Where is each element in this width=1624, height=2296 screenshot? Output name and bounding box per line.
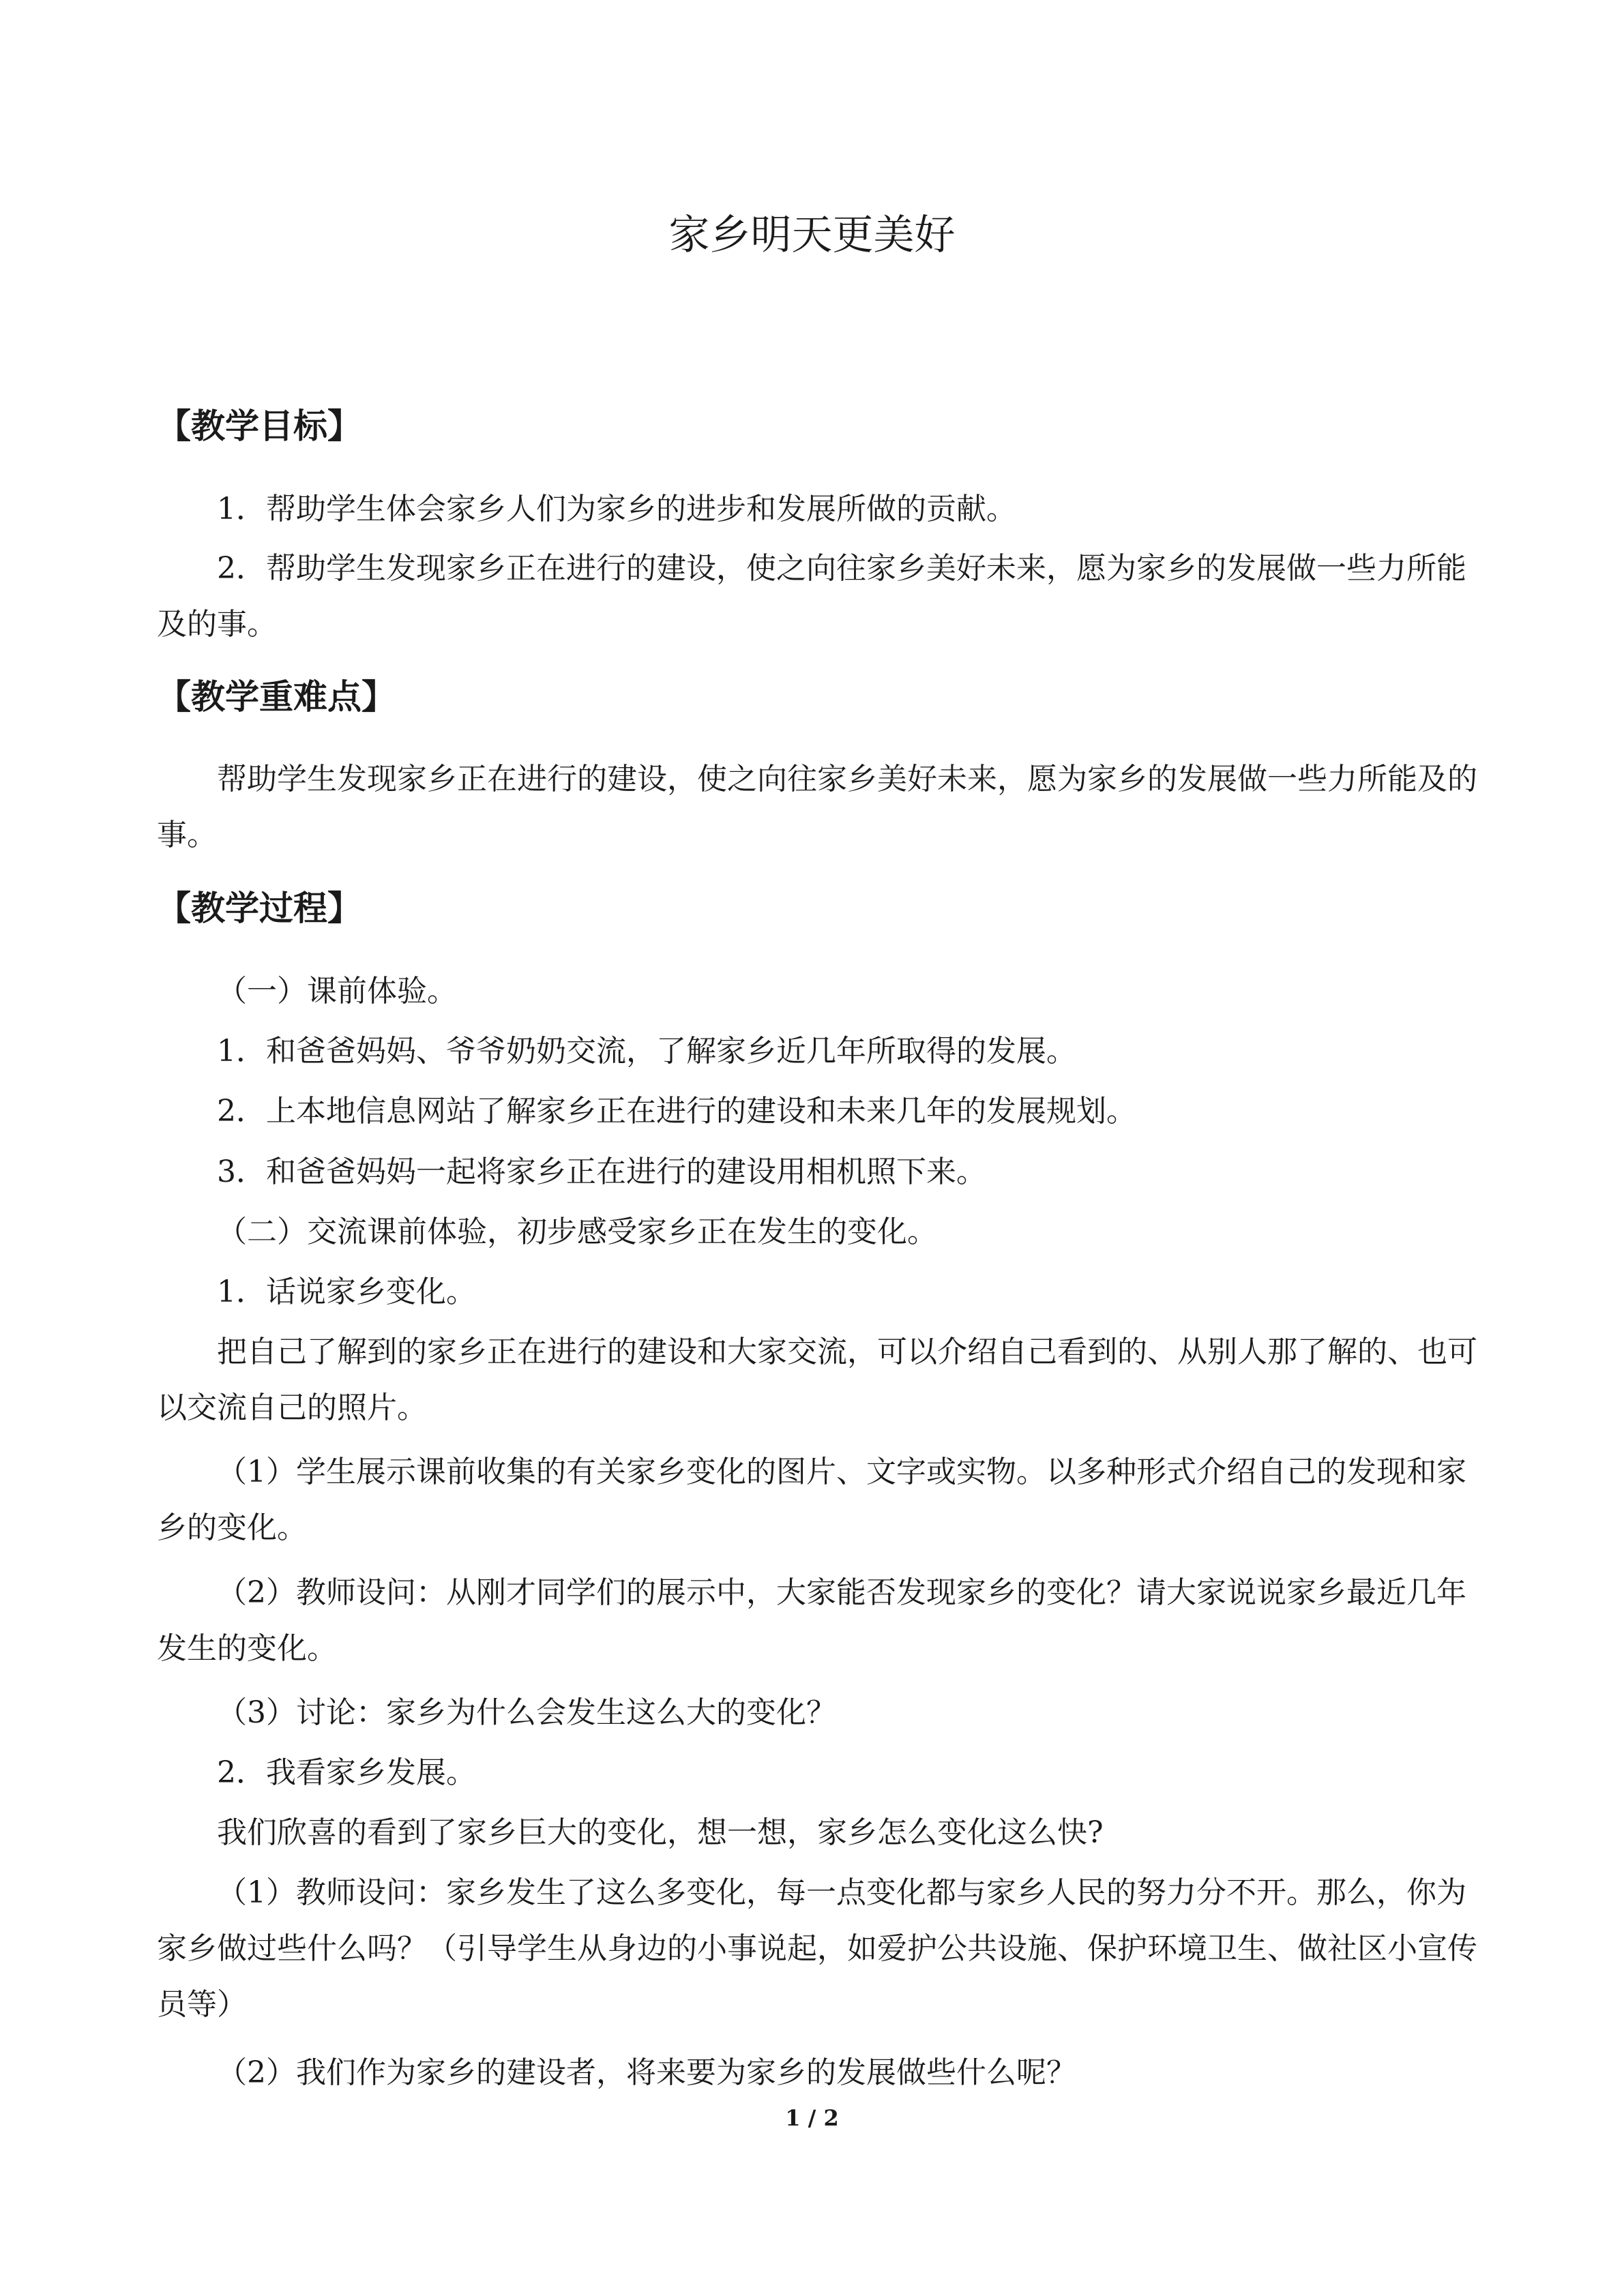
process-line: （1）教师设问：家乡发生了这么多变化，每一点变化都与家乡人民的努力分不开。那么，你为家乡做过些什么吗？（引导学生从身边的小事说起，如爱护公共设施、保护环境卫生、做社区小宣传员等） xyxy=(157,1875,1477,2022)
section-heading-goals: 【教学目标】 xyxy=(157,406,361,446)
process-line: （3）讨论：家乡为什么会发生这么大的变化？ xyxy=(217,1695,836,1730)
process-line: 2．上本地信息网站了解家乡正在进行的建设和未来几年的发展规划。 xyxy=(217,1094,1136,1129)
process-line: （2）教师设问：从刚才同学们的展示中，大家能否发现家乡的变化？请大家说说家乡最近几年发生的变化。 xyxy=(157,1575,1466,1666)
page-number: 1 / 2 xyxy=(785,2105,839,2131)
process-line: （1）学生展示课前收集的有关家乡变化的图片、文字或实物。以多种形式介绍自己的发现和家乡的变化。 xyxy=(157,1455,1466,1545)
process-line: 1．和爸爸妈妈、爷爷奶奶交流，了解家乡近几年所取得的发展。 xyxy=(217,1034,1076,1069)
goal-item: 2．帮助学生发现家乡正在进行的建设，使之向往家乡美好未来，愿为家乡的发展做一些力所能及的事。 xyxy=(157,551,1466,642)
process-line: （一）课前体验。 xyxy=(217,974,457,1009)
process-line: 3．和爸爸妈妈一起将家乡正在进行的建设用相机照下来。 xyxy=(217,1154,986,1189)
key-points-text: 帮助学生发现家乡正在进行的建设，使之向往家乡美好未来，愿为家乡的发展做一些力所能及的事。 xyxy=(157,762,1477,852)
section-heading-process: 【教学过程】 xyxy=(157,889,361,928)
process-line: （2）我们作为家乡的建设者，将来要为家乡的发展做些什么呢？ xyxy=(217,2055,1076,2090)
document-title: 家乡明天更美好 xyxy=(668,211,956,259)
process-line: 2．我看家乡发展。 xyxy=(217,1755,476,1790)
goal-item: 1．帮助学生体会家乡人们为家乡的进步和发展所做的贡献。 xyxy=(217,492,1016,526)
section-heading-key-points: 【教学重难点】 xyxy=(157,677,396,717)
process-line: （二）交流课前体验，初步感受家乡正在发生的变化。 xyxy=(217,1214,937,1249)
process-line: 我们欣喜的看到了家乡巨大的变化，想一想，家乡怎么变化这么快? xyxy=(217,1815,1104,1850)
process-line: 把自己了解到的家乡正在进行的建设和大家交流，可以介绍自己看到的、从别人那了解的、也可以交流自己的照片。 xyxy=(157,1335,1477,1425)
process-line: 1．话说家乡变化。 xyxy=(217,1274,476,1309)
